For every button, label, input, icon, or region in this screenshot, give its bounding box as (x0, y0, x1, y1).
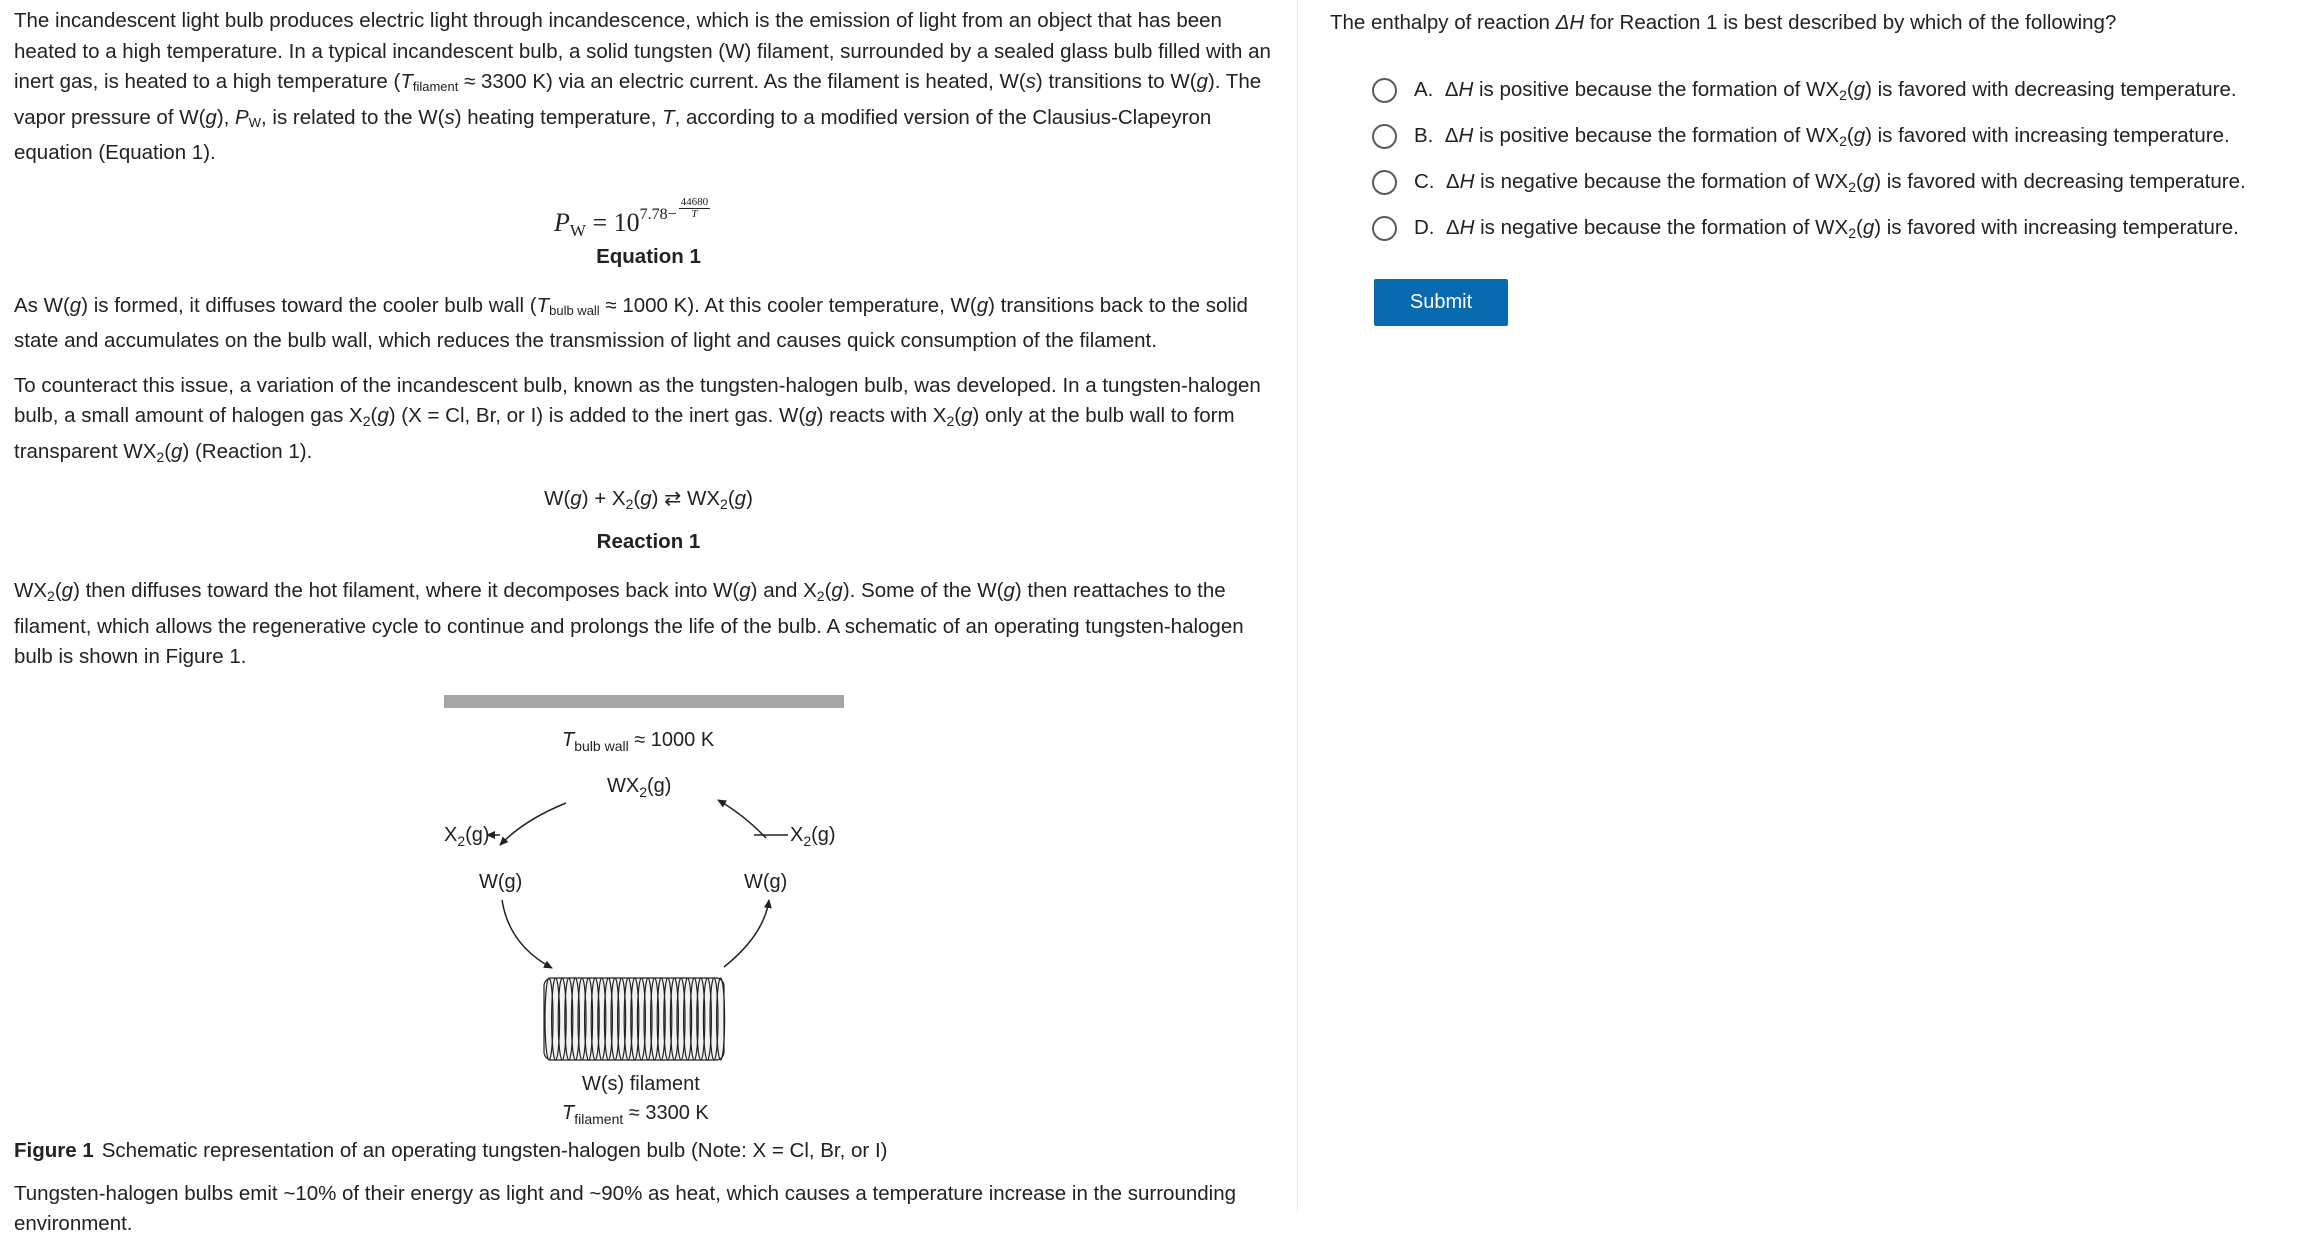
filament-label: W(s) filament (582, 1072, 700, 1095)
figure-caption: Figure 1 Schematic representation of an operating tungsten-halogen bulb (Note: X = Cl, Br, or I) (14, 1138, 888, 1162)
wg-right-label: W(g) (744, 870, 788, 893)
radio-c[interactable] (1372, 170, 1397, 195)
radio-a[interactable] (1372, 78, 1397, 103)
figure-1 (444, 695, 864, 1135)
x2-left-label: $X_2(g)$ (444, 823, 490, 849)
bulb-schematic (444, 695, 864, 1135)
wg-left-label: W(g) (479, 870, 523, 893)
equation-label: Equation 1 (596, 244, 701, 268)
choice-b[interactable]: B. ΔH is positive because the formation of WX2(g) is favored with increasing temperature. (1372, 113, 2297, 159)
choice-d[interactable]: D. ΔH is negative because the formation of WX2(g) is favored with increasing temperature. (1372, 205, 2297, 251)
choice-a[interactable]: A. ΔH is positive because the formation of WX2(g) is favored with decreasing temperature. (1372, 67, 2297, 113)
question-stem: The enthalpy of reaction ΔH for Reaction 1 is best described by which of the following? (1330, 11, 2117, 34)
filament-coil (544, 978, 725, 1060)
arrow-wg-to-wx2 (718, 800, 766, 838)
submit-button[interactable]: Submit (1374, 279, 1508, 326)
arrow-wx2-to-filament (500, 803, 566, 845)
question-panel (1330, 0, 2297, 1211)
equation-formula: PW = $10^{7.78-}$ $\frac{44680}{T}$ (554, 195, 709, 240)
reaction-label: Reaction 1 (596, 530, 701, 553)
passage-paragraph-5: Tungsten-halogen bulbs emit ~10% of their energy as light and ~90% as heat, which causes a temperature increase in the surrounding environment. (14, 1181, 1237, 1235)
equation-1 (14, 183, 1283, 245)
wx2-label: $WX_2(g)$ (607, 774, 672, 800)
arrow-wg-to-wall (724, 900, 769, 967)
passage-paragraph-4: WX2(g) then diffuses toward the hot filament, where it decomposes back into W(g) and X2(g). Some of the W(g) then reattaches to the filament, which allows the regenerative cycle to continue and prolongs the life of the bulb. A schematic of an operating tungsten-halogen bulb is shown in Figure 1. (14, 579, 1244, 668)
bulb-wall-temperature: $T_{bulb wall} \approx 1000$ K (562, 728, 715, 754)
choice-c[interactable]: C. ΔH is negative because the formation of WX2(g) is favored with decreasing temperature. (1372, 159, 2297, 205)
reaction-1: W(g) + X2(g) ⇄ WX2(g) (544, 487, 753, 512)
passage-paragraph-1: The incandescent light bulb produces electric light through incandescence, which is the emission of light from an object that has been heated to a high temperature. In a typical incandescent bulb, a solid tungsten (W) filament, surrounded by a sealed glass bulb filled with an inert gas, is heated to a high temperature ($T_{filament} \approx 3300$ K) via an electric current. As the filament is heated, W(s) transitions to W(g). The vapor pressure of W(g), $P_W$, is related to the W(s) heating temperature, T, according to a modified version of the Clausius-Clapeyron equation (Equation 1). (14, 9, 1271, 164)
arrow-wg-to-filament (502, 900, 552, 968)
radio-b[interactable] (1372, 124, 1397, 149)
passage-paragraph-2: As W(g) is formed, it diffuses toward the cooler bulb wall ($T_{bulb wall} \approx 1000$ K). At this cooler temperature, W(g) transitions back to the solid state and accumulates on the bulb wall, which reduces the transmission of light and causes quick consumption of the filament. (14, 293, 1248, 352)
filament-temperature: $T_{filament} \approx 3300$ K (562, 1101, 709, 1127)
bulb-wall (444, 695, 844, 708)
passage-paragraph-3: To counteract this issue, a variation of the incandescent bulb, known as the tungsten-halogen bulb, was developed. In a tungsten-halogen bulb, a small amount of halogen gas X2(g) (X = Cl, Br, or I) is added to the inert gas. W(g) reacts with X2(g) only at the bulb wall to form transparent WX2(g) (Reaction 1). (14, 373, 1261, 465)
x2-right-label: $X_2(g)$ (790, 823, 836, 849)
radio-d[interactable] (1372, 216, 1397, 241)
